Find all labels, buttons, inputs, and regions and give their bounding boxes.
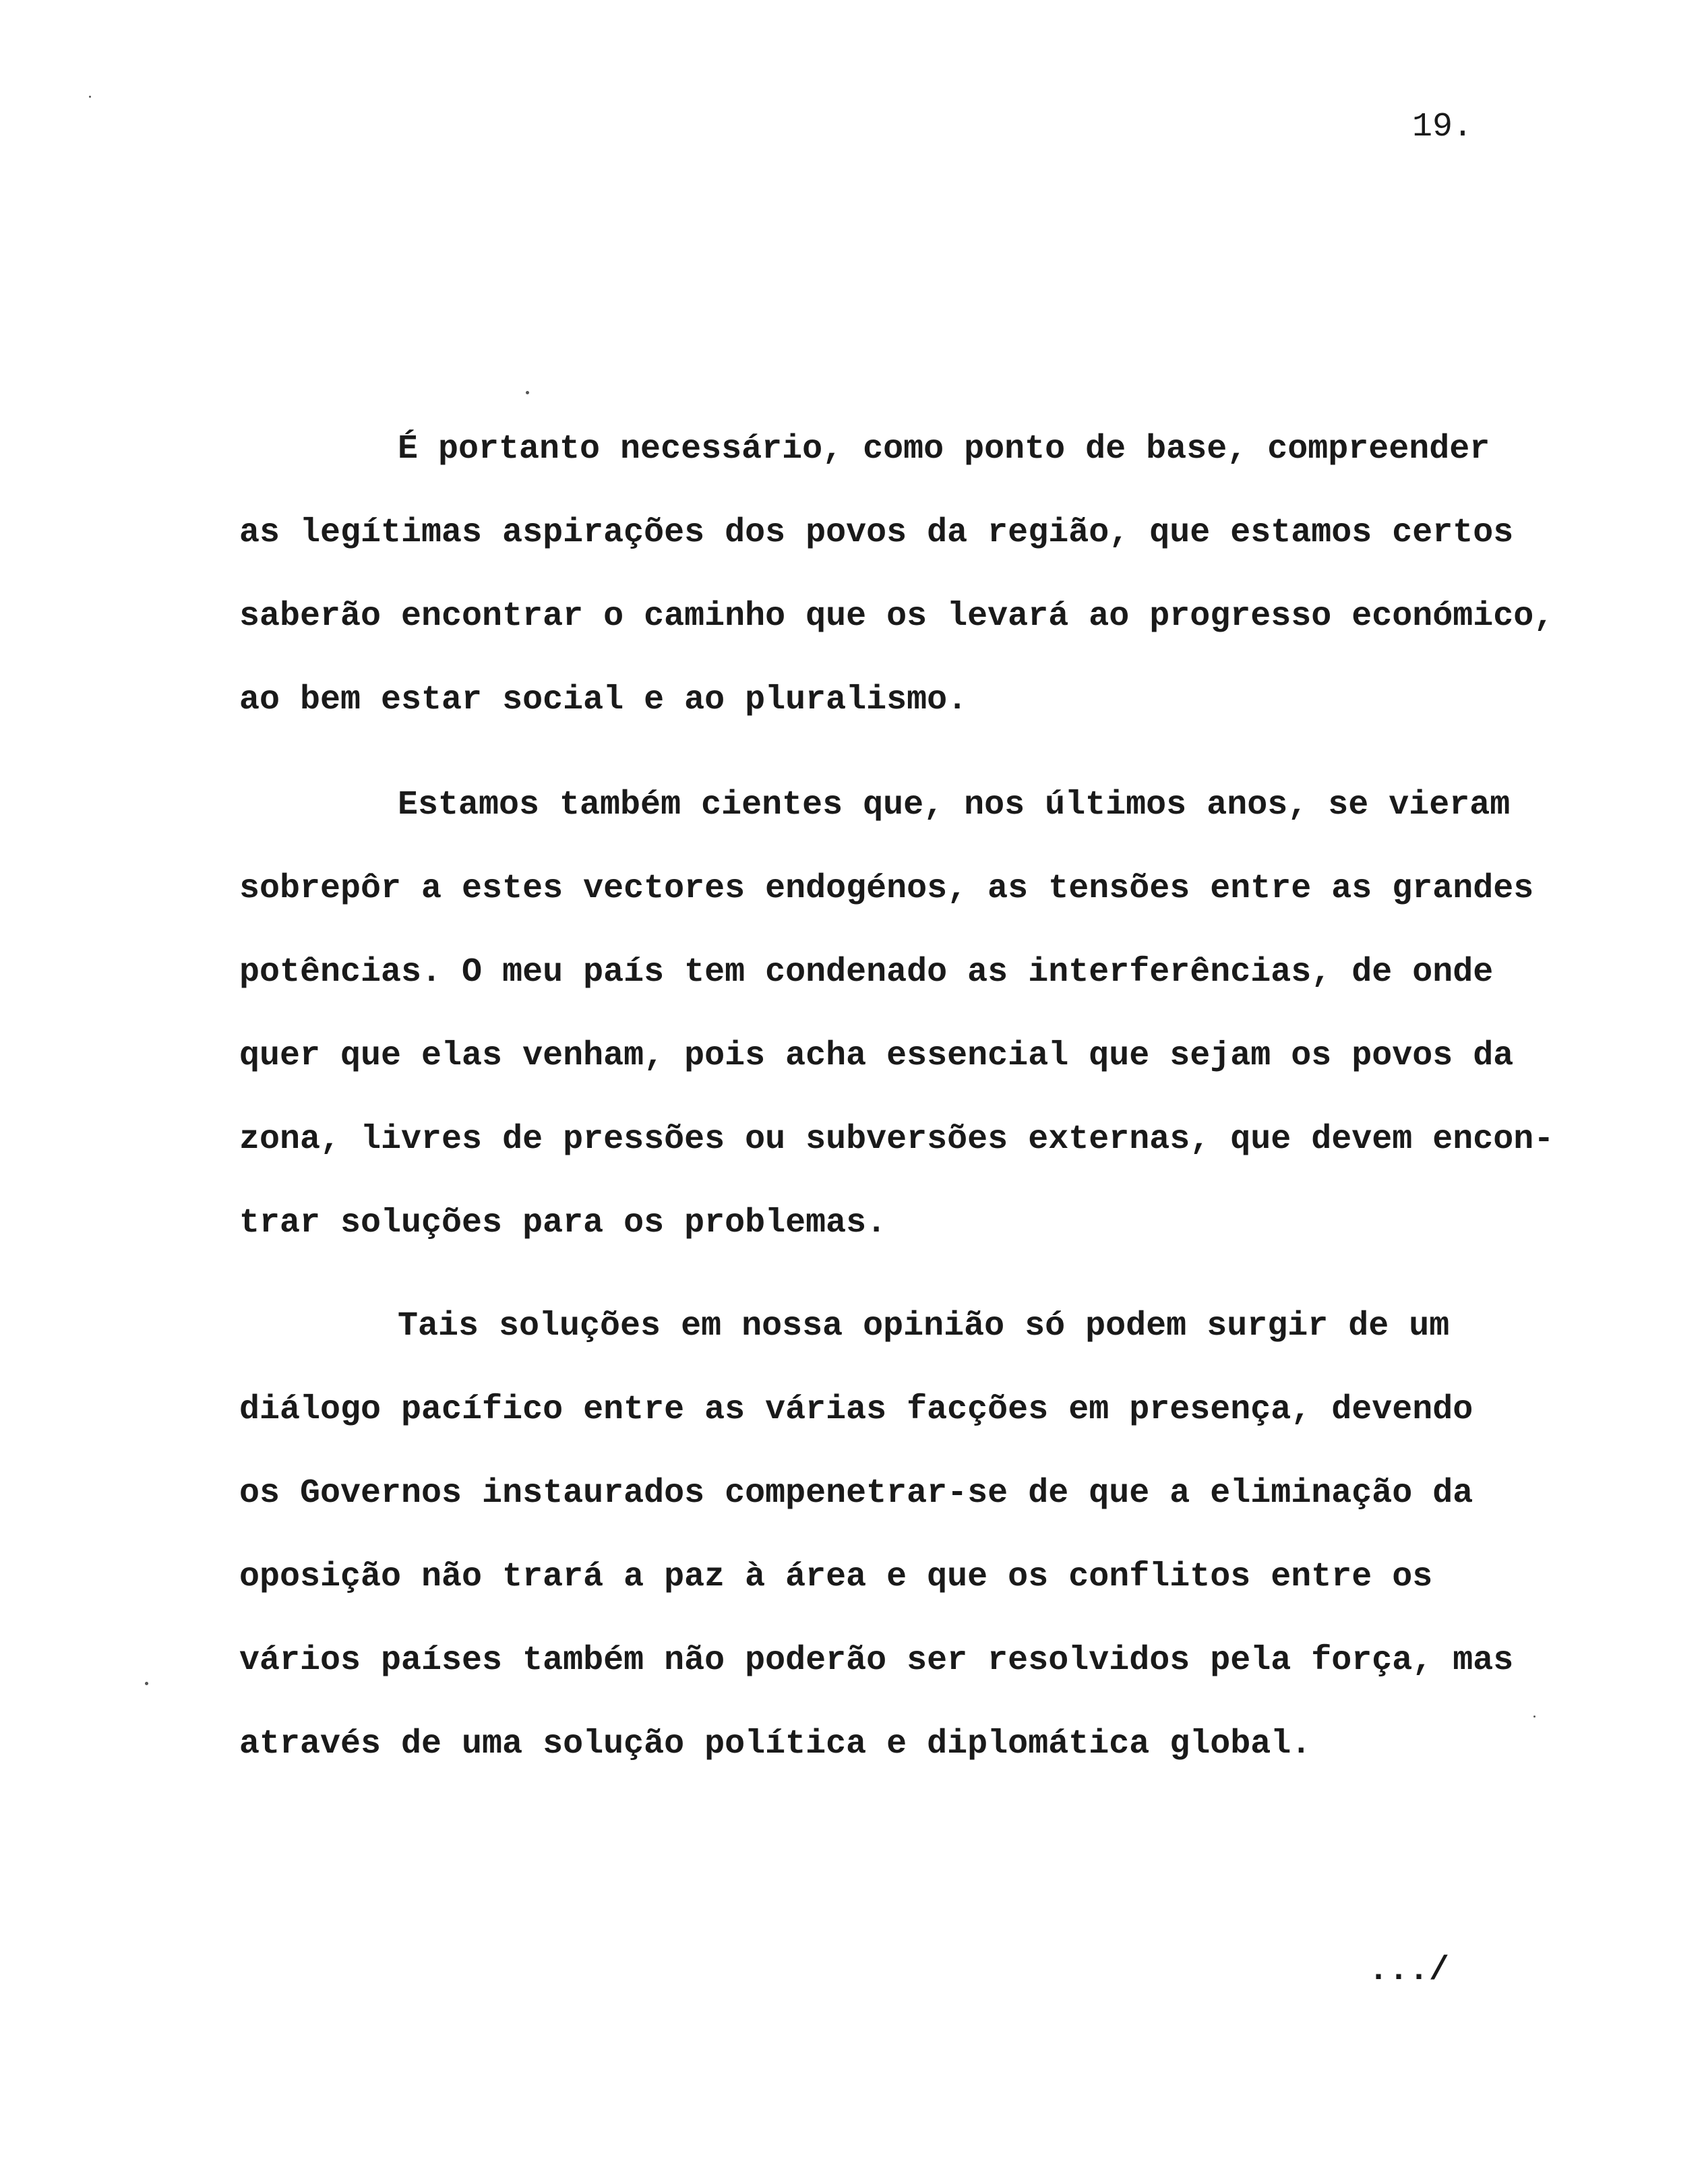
paragraph-line: os Governos instaurados compenetrar-se de que a eliminação da: [239, 1474, 1473, 1513]
paragraph-line: as legítimas aspirações dos povos da região, que estamos certos: [239, 514, 1514, 552]
paragraph-line: Tais soluções em nossa opinião só podem surgir de um: [398, 1307, 1450, 1345]
paragraph-line: diálogo pacífico entre as várias facções em presença, devendo: [239, 1391, 1473, 1429]
continuation-mark: .../: [1368, 1951, 1450, 1990]
paragraph-line: oposição não trará a paz à área e que os conflitos entre os: [239, 1558, 1433, 1596]
paragraph-line: sobrepôr a estes vectores endogénos, as tensões entre as grandes: [239, 870, 1534, 908]
paragraph-line: Estamos também cientes que, nos últimos anos, se vieram: [398, 786, 1511, 824]
paragraph-line: É portanto necessário, como ponto de base, compreender: [398, 430, 1490, 468]
paragraph-line: ao bem estar social e ao pluralismo.: [239, 681, 968, 719]
paragraph-line: através de uma solução política e diplomática global.: [239, 1725, 1312, 1763]
paragraph-line: zona, livres de pressões ou subversões externas, que devem encon-: [239, 1120, 1554, 1159]
paragraph-3: [239, 1285, 1560, 1786]
paragraph-line: trar soluções para os problemas.: [239, 1204, 887, 1242]
scan-speck: [1533, 1716, 1535, 1718]
page-number: 19.: [1412, 108, 1473, 146]
scan-speck: [526, 391, 529, 394]
scan-speck: [89, 96, 91, 98]
scan-speck: [145, 1682, 148, 1685]
paragraph-line: vários países também não poderão ser resolvidos pela força, mas: [239, 1641, 1514, 1680]
paragraph-1: [239, 408, 1560, 742]
paragraph-line: saberão encontrar o caminho que os levará ao progresso económico,: [239, 597, 1554, 636]
paragraph-line: potências. O meu país tem condenado as interferências, de onde: [239, 953, 1494, 992]
paragraph-line: quer que elas venham, pois acha essencial que sejam os povos da: [239, 1037, 1514, 1075]
paragraph-2: [239, 764, 1560, 1265]
